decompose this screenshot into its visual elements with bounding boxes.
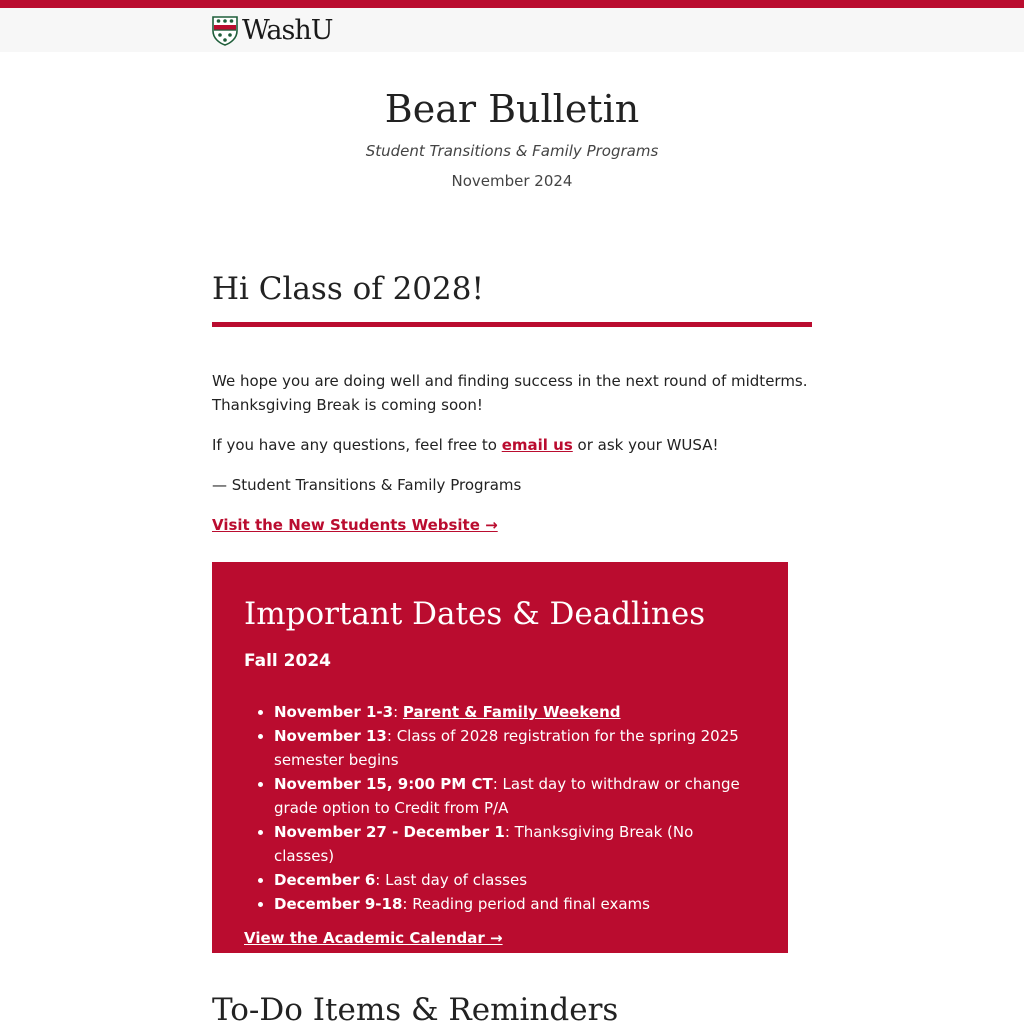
date-item <box>274 700 756 724</box>
important-dates-box <box>212 562 788 953</box>
intro-paragraph: We hope you are doing well and finding success in the next round of midterms. Thanksgiving Break is coming soon! <box>212 372 808 414</box>
important-dates-heading: Important Dates & Deadlines <box>244 596 706 632</box>
logo-bar <box>0 8 1024 52</box>
date-description: Last day to withdraw or change grade option to Credit from P/A <box>274 775 740 817</box>
contact-text-after: or ask your WUSA! <box>572 436 719 454</box>
date-separator: : <box>375 871 386 889</box>
date-label: December 9-18 <box>274 895 403 913</box>
date-label: December 6 <box>274 871 376 889</box>
date-description: Reading period and final exams <box>412 895 650 913</box>
todo-heading: To-Do Items & Reminders <box>212 992 619 1024</box>
greeting-heading: Hi Class of 2028! <box>212 268 812 327</box>
date-item <box>274 772 756 820</box>
email-us-link[interactable]: email us <box>501 436 573 454</box>
date-label: November 15, 9:00 PM CT <box>274 775 493 793</box>
date-separator: : <box>393 703 403 721</box>
newsletter-title: Bear Bulletin <box>384 87 640 131</box>
top-accent-stripe <box>0 0 1024 8</box>
date-item <box>274 892 756 916</box>
date-separator: : <box>402 895 413 913</box>
term-label: Fall 2024 <box>244 651 331 671</box>
date-description: Last day of classes <box>385 871 528 889</box>
masthead <box>0 84 1024 193</box>
intro-section <box>212 369 812 553</box>
date-description: Class of 2028 registration for the spring 2025 semester begins <box>274 727 739 769</box>
date-label: November 13 <box>274 727 387 745</box>
dates-list <box>244 700 756 916</box>
date-item <box>274 724 756 772</box>
date-separator: : <box>504 823 515 841</box>
parent-family-weekend-link[interactable]: Parent & Family Weekend <box>402 703 621 721</box>
date-separator: : <box>386 727 397 745</box>
newsletter-subtitle: Student Transitions & Family Programs <box>365 142 659 160</box>
contact-paragraph <box>212 433 812 457</box>
date-item <box>274 820 756 868</box>
newsletter-date: November 2024 <box>451 172 573 190</box>
date-label: November 27 - December 1 <box>274 823 505 841</box>
academic-calendar-link[interactable]: View the Academic Calendar → <box>244 929 503 947</box>
date-separator: : <box>492 775 503 793</box>
date-item <box>274 868 756 892</box>
date-description: Thanksgiving Break (No classes) <box>274 823 694 865</box>
website-link-paragraph <box>212 513 812 537</box>
logo-wordmark: WashU <box>242 15 333 46</box>
greeting-section <box>212 268 812 327</box>
washu-logo[interactable] <box>212 16 333 46</box>
signature: — Student Transitions & Family Programs <box>212 476 522 494</box>
date-label: November 1-3 <box>274 703 394 721</box>
washu-shield-icon <box>212 16 238 46</box>
contact-text-before: If you have any questions, feel free to <box>212 436 502 454</box>
new-students-website-link[interactable]: Visit the New Students Website → <box>212 516 498 534</box>
